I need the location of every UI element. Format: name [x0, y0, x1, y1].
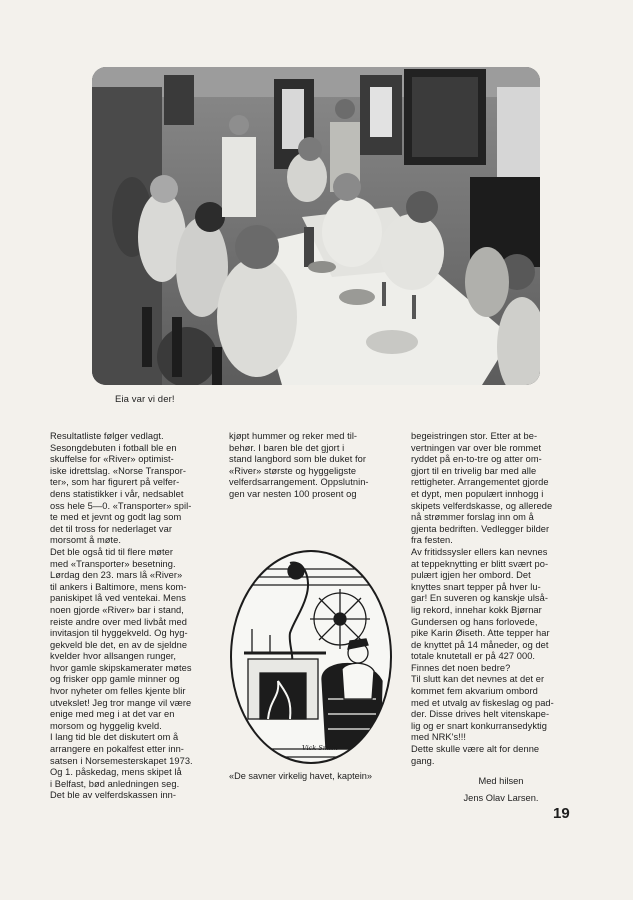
text-column-1 — [50, 431, 220, 802]
text-line: gjenta bedriften. Vedlegger bilder — [411, 523, 550, 534]
text-line: kjøpt hummer og reker med til- — [229, 431, 358, 441]
text-line: Det ble av velferdskassen inn- — [50, 790, 177, 801]
text-line: Og 1. påskedag, mens skipet lå — [50, 767, 182, 778]
text-line: morsom og hyggelig kveld. — [50, 720, 162, 731]
text-line: gang. — [411, 755, 435, 766]
text-line: Av fritidssysler ellers kan nevnes — [411, 546, 548, 557]
text-line: behør. I baren ble det gjort i — [229, 442, 345, 453]
text-line: nå strømmer forslag inn om å — [411, 512, 534, 523]
text-line: Finnes det noen bedre? — [411, 662, 511, 673]
cartoon-illustration — [230, 549, 392, 764]
text-line: utvekslet! Jeg tror mange vil være — [50, 697, 192, 708]
text-line: Det ble også tid til flere møter — [50, 546, 174, 557]
text-line: gjort til en trivelig bar med alle — [411, 465, 537, 476]
text-line: med «Transporter» besetning. — [50, 558, 176, 569]
signoff-greeting: Med hilsen — [478, 776, 524, 786]
dinner-party-photo — [92, 67, 540, 385]
text-line: te med et jevnt og godt lag som — [50, 512, 182, 523]
text-line: paniskipet lå ved ventekai. Mens — [50, 593, 186, 604]
text-line: de knyttet på 14 måneder, og det — [411, 639, 549, 650]
text-line: morsomt å møte. — [50, 535, 122, 546]
text-line: arrangere en pokalfest etter inn- — [50, 744, 184, 755]
text-column-2 — [229, 431, 399, 501]
text-line: iske idrettslag. «Norse Transpor- — [50, 465, 186, 476]
text-line: skipets velferdskasse, og allerede — [411, 500, 553, 511]
text-line: gen var nesten 100 prosent og — [229, 488, 357, 499]
text-line: reiste andre over med livbåt med — [50, 616, 187, 627]
text-line: at teppeknytting er blitt svært po- — [411, 558, 549, 569]
text-line: Dette skulle være alt for denne — [411, 744, 540, 755]
photo-caption: Eia var vi der! — [115, 394, 175, 405]
text-line: knyttes snart tepper på hver lu- — [411, 581, 541, 592]
text-line: lig og er snart konkurransedyktig — [411, 720, 548, 731]
text-line: pike Karin Øiseth. Atte tepper har — [411, 628, 550, 639]
text-line: noen gjorde «River» bar i stand, — [50, 604, 184, 615]
text-line: oss hele 5—0. «Transporter» spil- — [50, 500, 192, 511]
text-column-3 — [411, 431, 591, 767]
cartoon-signature: Vick Smith — [302, 744, 338, 752]
text-line: Til slutt kan det nevnes at det er — [411, 674, 545, 685]
text-line: Sesongdebuten i fotball ble en — [50, 442, 177, 453]
text-line: ryddet på en-to-tre og atter om- — [411, 454, 542, 465]
text-line: et dypt, men populært innhogg i — [411, 488, 544, 499]
text-line: pulært igjen her ombord. Det — [411, 570, 531, 581]
text-line: ter», som har figurert på velfer- — [50, 477, 180, 488]
text-line: «River» største og hyggeligste — [229, 465, 357, 476]
text-line: Gundersen og hans forlovede, — [411, 616, 538, 627]
text-line: der. Disse drives helt vitenskape- — [411, 709, 550, 720]
text-line: gekveld ble det, en av de sjeldne — [50, 639, 188, 650]
text-line: hvor nyheter om felles kjente blir — [50, 686, 186, 697]
text-line: totale knutetall er på 427 000. — [411, 651, 536, 662]
text-line: med NRK's!!! — [411, 732, 467, 743]
text-line: fra festen. — [411, 535, 453, 546]
text-line: hvor gamle skipskamerater møtes — [50, 662, 192, 673]
text-line: det til tross for nederlaget var — [50, 523, 173, 534]
text-line: I lang tid ble det diskutert om å — [50, 732, 179, 743]
text-line: invitasjon til hyggekveld. Og hyg- — [50, 628, 188, 639]
text-line: velferdsarrangement. Oppslutnin- — [229, 477, 369, 488]
text-line: begeistringen stor. Etter at be- — [411, 431, 538, 441]
text-line: Resultatliste følger vedlagt. — [50, 431, 164, 441]
text-line: Lørdag den 23. mars lå «River» — [50, 570, 183, 581]
text-line: satsen i Norsemesterskapet 1973. — [50, 755, 193, 766]
text-line: kvelder hvor allsangen runger, — [50, 651, 177, 662]
text-line: stand langbord som ble duket for — [229, 454, 367, 465]
signoff-author: Jens Olav Larsen. — [463, 793, 539, 803]
text-line: gar! En suveren og kanskje ulså- — [411, 593, 548, 604]
text-line: enige med meg i at det var en — [50, 709, 175, 720]
text-line: rettigheter. Arrangementet gjorde — [411, 477, 549, 488]
page-number: 19 — [553, 805, 570, 822]
text-line: kommet fem akvarium ombord — [411, 686, 538, 697]
text-line: i Belfast, bød anledningen seg. — [50, 778, 180, 789]
cartoon-caption: «De savner virkelig havet, kaptein» — [229, 771, 372, 781]
text-line: med et utvalg av fiskeslag og pad- — [411, 697, 554, 708]
text-line: vertningen var over ble rommet — [411, 442, 542, 453]
text-line: lig rekord, innehar kokk Bjørnar — [411, 604, 542, 615]
text-line: og frisker opp gamle minner og — [50, 674, 180, 685]
text-line: skuffelse for «River» optimist- — [50, 454, 174, 465]
text-line: dens statistikker i vår, nedsablet — [50, 488, 184, 499]
text-line: til ankers i Baltimore, mens kom- — [50, 581, 187, 592]
